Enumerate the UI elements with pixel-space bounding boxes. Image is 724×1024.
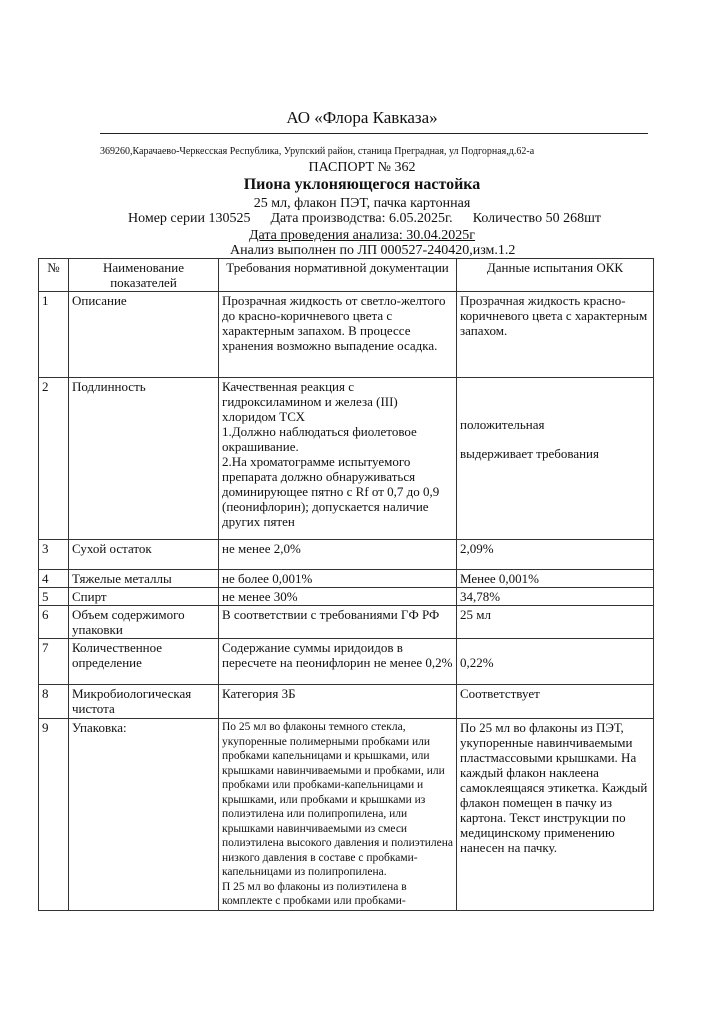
table-row — [39, 588, 654, 606]
result-value: 0,22% — [460, 655, 494, 670]
row-name: Тяжелые металлы — [69, 570, 219, 588]
table-row — [39, 378, 654, 540]
row-requirements: не менее 2,0% — [219, 540, 457, 570]
row-name: Количественное определение — [69, 639, 219, 685]
row-num: 1 — [39, 292, 69, 378]
passport-title: ПАСПОРТ № 362 — [308, 160, 416, 175]
series-number: Номер серии 130525 — [128, 211, 251, 226]
row-result: 2,09% — [457, 540, 654, 570]
header-num: № — [39, 259, 69, 292]
table-row — [39, 570, 654, 588]
row-result: По 25 мл во флаконы из ПЭТ, укупоренные навинчиваемыми пластмассовыми крышками. На каждый флакон наклеена самоклеящаяся этикетка. Каждый флакон помещен в пачку из картона. Текст инструкции по медицинскому применению нанесен на пачку. — [457, 719, 654, 911]
row-name: Объем содержимого упаковки — [69, 606, 219, 639]
row-name: Подлинность — [69, 378, 219, 540]
row-requirements: Содержание суммы иридоидов в пересчете на пеонифлорин не менее 0,2% — [219, 639, 457, 685]
row-requirements — [219, 378, 457, 540]
row-num: 7 — [39, 639, 69, 685]
table-row — [39, 685, 654, 719]
row-name: Сухой остаток — [69, 540, 219, 570]
row-result — [457, 378, 654, 540]
series-line — [128, 211, 601, 227]
row-result: Прозрачная жидкость красно-коричневого цвета с характерным запахом. — [457, 292, 654, 378]
row-requirements: Категория 3Б — [219, 685, 457, 719]
company-name: АО «Флора Кавказа» — [286, 108, 438, 127]
row-name: Описание — [69, 292, 219, 378]
row-requirements: не менее 30% — [219, 588, 457, 606]
row-requirements — [219, 719, 457, 911]
requirements-intro: Качественная реакция с гидроксиламином и железа (III) хлоридом ТСХ — [222, 379, 398, 424]
row-result: 25 мл — [457, 606, 654, 639]
product-name: Пиона уклоняющегося настойка — [243, 176, 481, 193]
production-date: Дата производства: 6.05.2025г. — [270, 211, 453, 226]
table-row — [39, 719, 654, 911]
requirements-paragraph: По 25 мл во флаконы темного стекла, укупоренные полимерными пробками или пробками капельницами и крышками, или крышками навинчиваемыми и пробками, или пробками или пробками-капельницами и крышками, или пробками и крышками из полиэтилена или полипропилена, или крышками навинчиваемыми из смеси полиэтилена высокого давления и полиэтилена низкого давления в составе с пробками-капельницами из полипропилена. — [222, 721, 453, 878]
requirements-item: 1.Должно наблюдаться фиолетовое окрашивание. — [222, 424, 417, 454]
row-num: 6 — [39, 606, 69, 639]
row-result: 34,78% — [457, 588, 654, 606]
header-divider — [100, 133, 648, 134]
table-row — [39, 292, 654, 378]
header-requirements: Требования нормативной документации — [219, 259, 457, 292]
result-line: выдерживает требования — [460, 446, 599, 461]
row-result: Соответствует — [457, 685, 654, 719]
row-name: Упаковка: — [69, 719, 219, 911]
row-result: Менее 0,001% — [457, 570, 654, 588]
company-address: 369260,Карачаево-Черкесская Республика, Урупский район, станица Преградная, ул Подгорная,д.62-а — [100, 146, 535, 157]
product-form: 25 мл, флакон ПЭТ, пачка картонная — [253, 196, 471, 211]
requirements-paragraph: П 25 мл во флаконы из полиэтилена в комплекте с пробками или пробками- — [222, 880, 407, 907]
specification-table — [38, 258, 654, 911]
row-num: 3 — [39, 540, 69, 570]
table-row — [39, 606, 654, 639]
row-num: 5 — [39, 588, 69, 606]
result-line: положительная — [460, 417, 545, 432]
row-num: 4 — [39, 570, 69, 588]
row-name: Спирт — [69, 588, 219, 606]
analysis-date: Дата проведения анализа: 30.04.2025г — [248, 228, 476, 243]
requirements-item: 2.На хроматограмме испытуемого препарата должно обнаруживаться доминирующее пятно с Rf от 0,7 до 0,9 (пеонифлорин); допускается наличие других пятен — [222, 454, 440, 529]
row-name: Микробиологическая чистота — [69, 685, 219, 719]
quantity: Количество 50 268шт — [472, 211, 601, 226]
analysis-method: Анализ выполнен по ЛП 000527-240420,изм.1.2 — [230, 243, 516, 258]
table-header-row — [39, 259, 654, 292]
row-num: 9 — [39, 719, 69, 911]
row-num: 8 — [39, 685, 69, 719]
row-requirements: не более 0,001% — [219, 570, 457, 588]
header-results: Данные испытания ОКК — [457, 259, 654, 292]
row-requirements: В соответствии с требованиями ГФ РФ — [219, 606, 457, 639]
table-row — [39, 639, 654, 685]
table-row — [39, 540, 654, 570]
row-num: 2 — [39, 378, 69, 540]
row-result — [457, 639, 654, 685]
row-requirements: Прозрачная жидкость от светло-желтого до красно-коричневого цвета с характерным запахом. В процессе хранения возможно выпадение осадка. — [219, 292, 457, 378]
header-name: Наименование показателей — [69, 259, 219, 292]
